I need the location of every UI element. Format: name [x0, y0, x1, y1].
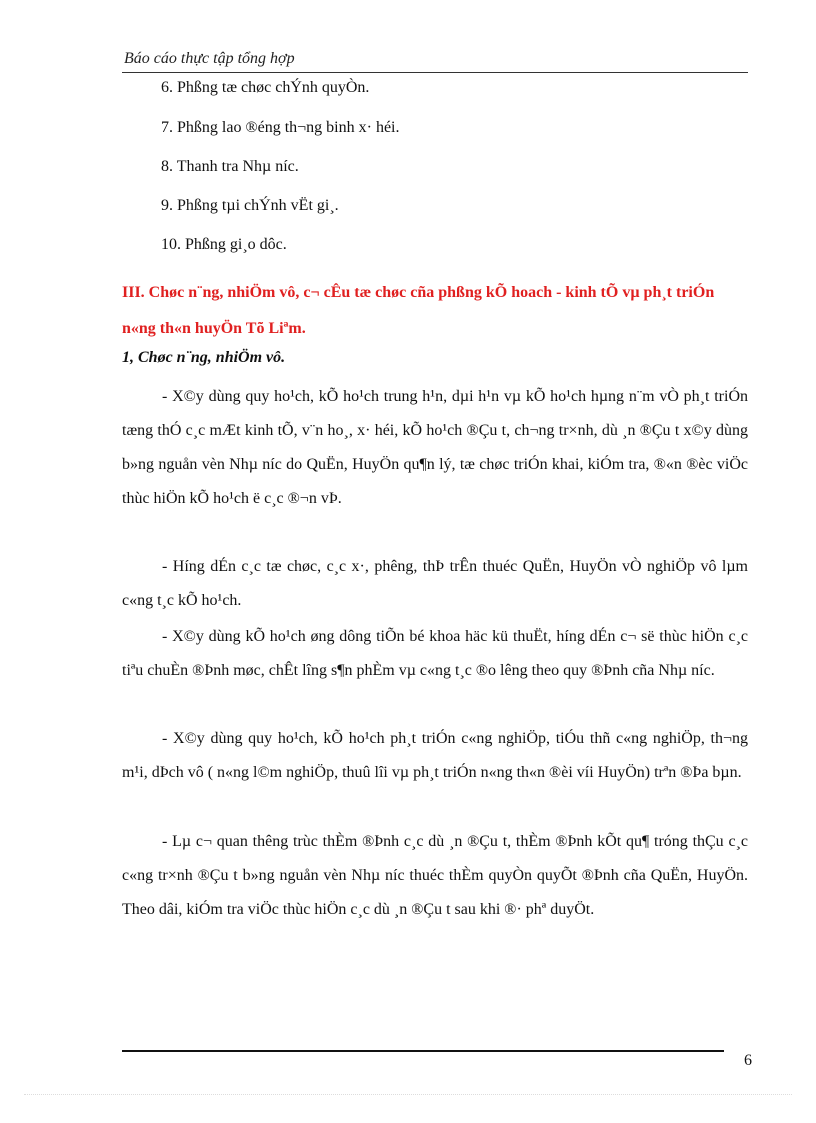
- section-heading: III. Chøc n¨ng, nhiÖm vô, c¬ cÊu tæ chøc cña phßng kÕ hoach - kinh tÕ vµ ph¸t triÓn n«ng th«n huyÖn Tõ Liªm.: [122, 284, 715, 337]
- list-item: 6. Phßng tæ chøc chÝnh quyÒn.: [161, 79, 370, 96]
- paragraph: - Híng dÉn c¸c tæ chøc, c¸c x·, phêng, thÞ trÊn thuéc QuËn, HuyÖn vÒ nghiÖp vô lµm c«ng t¸c kÕ ho¹ch.: [122, 558, 748, 609]
- paragraph: - X©y dùng kÕ ho¹ch øng dông tiÕn bé khoa häc kü thuËt, híng dÉn c¬ së thùc hiÖn c¸c tiªu chuÈn ®Þnh møc, chÊt lîng s¶n phÈm vµ c«ng t¸c ®o lêng theo quy ®Þnh cña Nhµ níc.: [122, 628, 748, 679]
- page-number: 6: [744, 1052, 752, 1069]
- sub-heading: 1, Chøc n¨ng, nhiÖm vô.: [122, 349, 286, 366]
- list-item: 10. Phßng gi¸o dôc.: [161, 236, 287, 253]
- paragraph: - Lµ c¬ quan thêng trùc thÈm ®Þnh c¸c dù ¸n ®Çu t, thÈm ®Þnh kÕt qu¶ tróng thÇu c¸c c«ng tr×nh ®Çu t b»ng nguån vèn Nhµ níc thuéc thÈm quyÒn quyÕt ®Þnh cña QuËn, HuyÖn. Theo dâi, kiÓm tra viÖc thùc hiÖn c¸c dù ¸n ®Çu t sau khi ®· phª duyÖt.: [122, 833, 748, 918]
- footer-rule: [122, 1050, 724, 1052]
- list-item: 8. Thanh tra Nhµ níc.: [161, 158, 299, 175]
- paragraph: - X©y dùng quy ho¹ch, kÕ ho¹ch ph¸t triÓn c«ng nghiÖp, tiÓu thñ c«ng nghiÖp, th¬ng m¹i, dÞch vô ( n«ng l©m nghiÖp, thuû lîi vµ ph¸t triÓn n«ng th«n ®èi víi HuyÖn) trªn ®Þa bµn.: [122, 730, 748, 781]
- page-bottom-divider: [24, 1094, 792, 1095]
- list-item: 9. Phßng tµi chÝnh vËt gi¸.: [161, 197, 339, 214]
- header-title: Báo cáo thực tập tổng hợp: [124, 50, 295, 67]
- paragraph: - X©y dùng quy ho¹ch, kÕ ho¹ch trung h¹n, dµi h¹n vµ kÕ ho¹ch hµng n¨m vÒ ph¸t triÓn tæng thÓ c¸c mÆt kinh tÕ, v¨n ho¸, x· héi, kÕ ho¹ch ®Çu t, ch¬ng tr×nh, dù ¸n ®Çu t x©y dùng b»ng nguån vèn Nhµ níc do QuËn, HuyÖn qu¶n lý, tæ chøc triÓn khai, kiÓm tra, ®«n ®èc viÖc thùc hiÖn kÕ ho¹ch ë c¸c ®¬n vÞ.: [122, 388, 748, 507]
- list-item: 7. Phßng lao ®éng th¬ng binh x· héi.: [161, 119, 400, 136]
- header-rule: [122, 72, 748, 73]
